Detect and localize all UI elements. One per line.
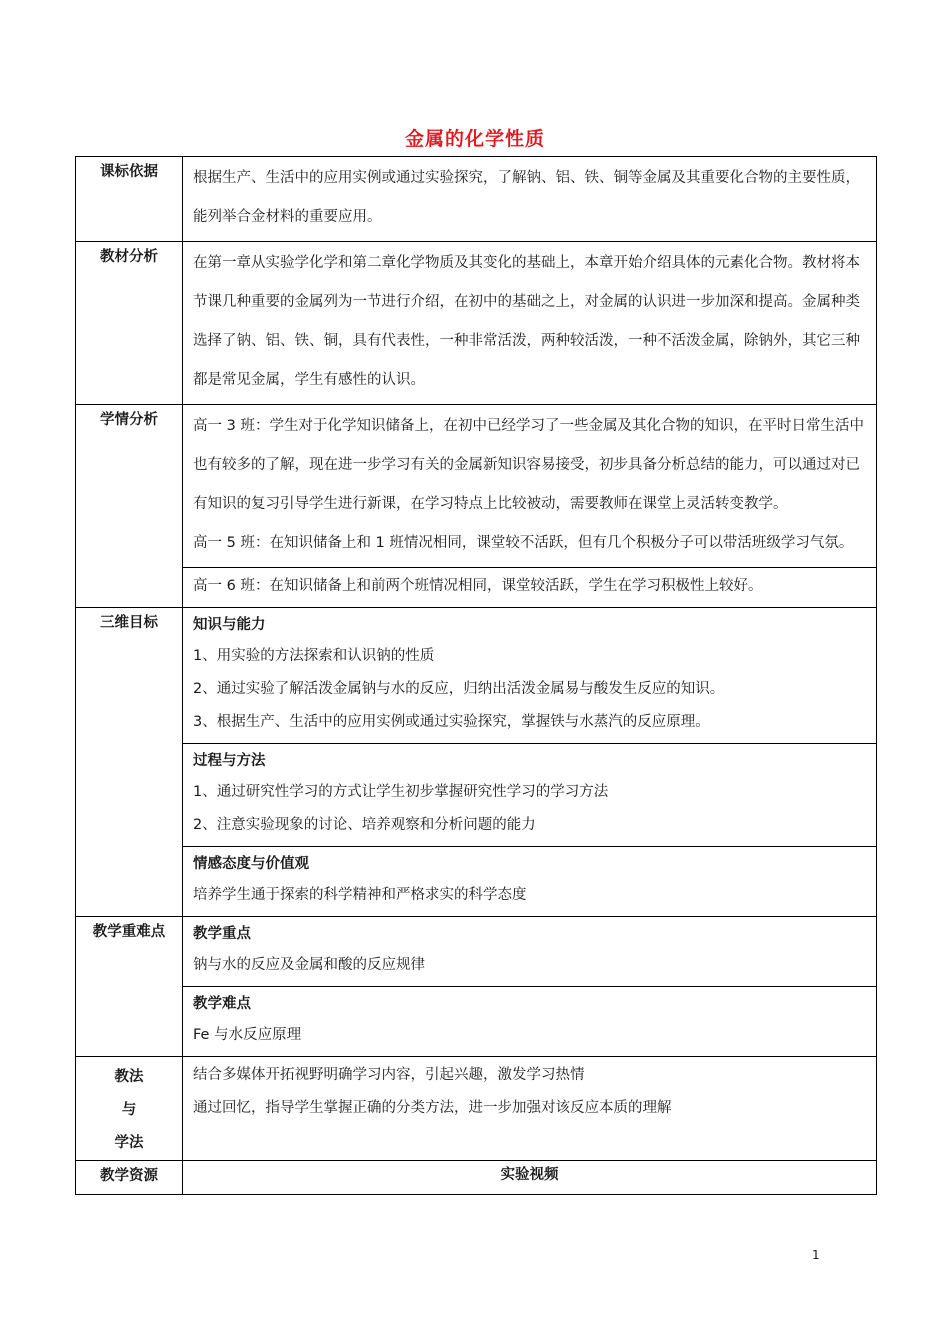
- row-goals-process: [76, 744, 877, 847]
- process-item: 2、注意实验现象的讨论、培养观察和分析问题的能力: [193, 817, 536, 833]
- focus-text: 钠与水的反应及金属和酸的反应规律: [193, 957, 425, 973]
- difficulty-heading: 教学难点: [193, 996, 251, 1012]
- cell-teaching-focus: [183, 917, 877, 987]
- label-key-difficult-points: 教学重难点: [76, 917, 183, 1057]
- curriculum-basis-text: 根据生产、生活中的应用实例或通过实验探究，了解钠、铝、铁、铜等金属及其重要化合物的主要性质，能列举合金材料的重要应用。: [193, 170, 860, 225]
- cell-class-6-analysis: [183, 568, 877, 608]
- row-methods: [76, 1057, 877, 1161]
- row-student-analysis: [76, 405, 877, 568]
- label-curriculum-basis: 课标依据: [76, 157, 183, 242]
- cell-teaching-difficulty: [183, 987, 877, 1057]
- label-student-analysis: 学情分析: [76, 405, 183, 608]
- label-resources: 教学资源: [76, 1161, 183, 1195]
- knowledge-item: 2、通过实验了解活泼金属钠与水的反应，归纳出活泼金属易与酸发生反应的知识。: [193, 681, 725, 697]
- row-curriculum-basis: [76, 157, 877, 242]
- label-methods: 教法 与 学法: [76, 1057, 183, 1161]
- cell-curriculum-basis: [183, 157, 877, 242]
- class-3-analysis: 高一 3 班：学生对于化学知识储备上，在初中已经学习了一些金属及其化合物的知识，在平时日常生活中也有较多的了解，现在进一步学习有关的金属新知识容易接受，初步具备分析总结的能力，可以通过对已有知识的复习引导学生进行新课，在学习特点上比较被动，需要教师在课堂上灵活转变教学。: [193, 418, 864, 512]
- attitude-item: 培养学生通于探索的科学精神和严格求实的科学态度: [193, 887, 527, 903]
- process-heading: 过程与方法: [193, 753, 266, 769]
- row-student-analysis-class6: [76, 568, 877, 608]
- row-resources: [76, 1161, 877, 1195]
- label-textbook-analysis: 教材分析: [76, 242, 183, 405]
- cell-student-analysis: [183, 405, 877, 568]
- cell-textbook-analysis: [183, 242, 877, 405]
- cell-attitude-values: [183, 847, 877, 917]
- knowledge-item: 1、用实验的方法探索和认识钠的性质: [193, 648, 435, 664]
- class-6-analysis: 高一 6 班：在知识储备上和前两个班情况相同，课堂较活跃，学生在学习积极性上较好。: [193, 578, 763, 594]
- row-teaching-focus: [76, 917, 877, 987]
- cell-methods: [183, 1057, 877, 1161]
- difficulty-text: Fe 与水反应原理: [193, 1027, 302, 1043]
- label-three-dimensional-goals: 三维目标: [76, 608, 183, 917]
- process-item: 1、通过研究性学习的方式让学生初步掌握研究性学习的学习方法: [193, 784, 609, 800]
- row-goals-knowledge: [76, 608, 877, 744]
- attitude-heading: 情感态度与价值观: [193, 856, 309, 872]
- lesson-plan-table: [75, 156, 877, 1195]
- page-title: 金属的化学性质: [404, 128, 545, 150]
- textbook-analysis-text: 在第一章从实验学化学和第二章化学物质及其变化的基础上，本章开始介绍具体的元素化合物。教材将本节课几种重要的金属列为一节进行介绍，在初中的基础之上，对金属的认识进一步加深和提高。金属种类选择了钠、铝、铁、铜，具有代表性，一种非常活泼，两种较活泼，一种不活泼金属，除钠外，其它三种都是常见金属，学生有感性的认识。: [193, 255, 860, 388]
- class-5-analysis: 高一 5 班：在知识储备上和 1 班情况相同，课堂较不活跃，但有几个积极分子可以带活班级学习气氛。: [193, 535, 854, 551]
- knowledge-item: 3、根据生产、生活中的应用实例或通过实验探究，掌握铁与水蒸汽的反应原理。: [193, 714, 710, 730]
- cell-resources: [183, 1161, 877, 1195]
- cell-process-method: [183, 744, 877, 847]
- row-textbook-analysis: [76, 242, 877, 405]
- row-goals-attitude: [76, 847, 877, 917]
- methods-line: 通过回忆，指导学生掌握正确的分类方法，进一步加强对该反应本质的理解: [193, 1100, 672, 1116]
- resources-text: 实验视频: [500, 1167, 559, 1183]
- focus-heading: 教学重点: [193, 926, 251, 942]
- row-teaching-difficulty: [76, 987, 877, 1057]
- cell-knowledge-ability: [183, 608, 877, 744]
- methods-line: 结合多媒体开拓视野明确学习内容，引起兴趣，激发学习热情: [193, 1067, 585, 1083]
- page-number: 1: [812, 1248, 820, 1262]
- knowledge-heading: 知识与能力: [193, 617, 266, 633]
